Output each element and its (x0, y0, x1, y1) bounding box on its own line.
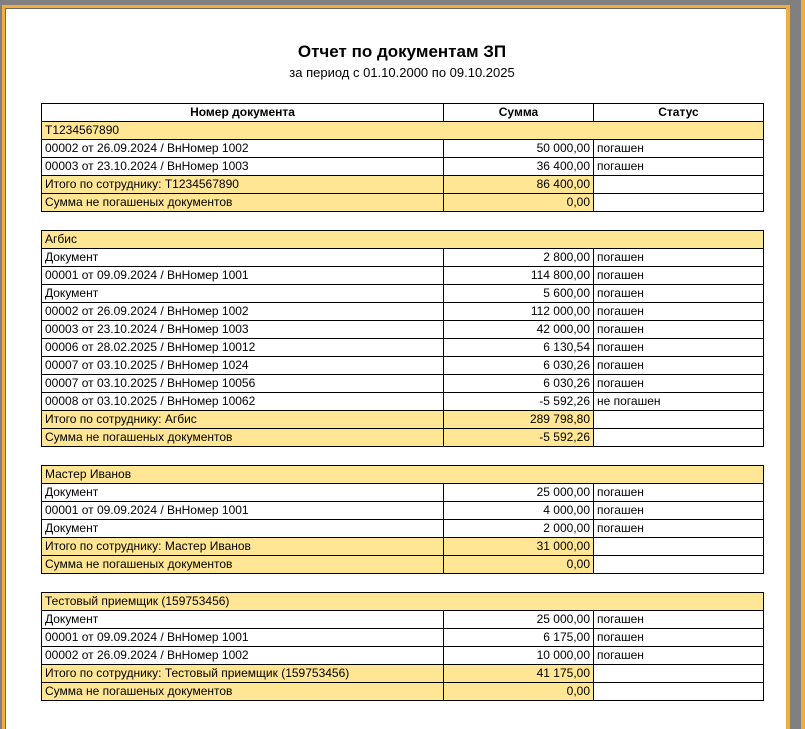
document-row (42, 375, 764, 393)
employee-total-row (42, 411, 764, 429)
unpaid-sum-amount-cell[interactable]: 0,00 (444, 683, 594, 701)
status-cell[interactable]: погашен (594, 375, 764, 393)
amount-cell[interactable]: 25 000,00 (444, 484, 594, 502)
employee-total-row (42, 538, 764, 556)
amount-cell[interactable]: 4 000,00 (444, 502, 594, 520)
document-number-cell[interactable]: 00003 от 23.10.2024 / ВнНомер 1003 (42, 158, 444, 176)
empty-cell (594, 538, 764, 556)
document-row (42, 158, 764, 176)
document-number-cell[interactable]: Документ (42, 520, 444, 538)
unpaid-sum-label-cell[interactable]: Сумма не погашеных документов (42, 556, 444, 574)
status-cell[interactable]: погашен (594, 484, 764, 502)
amount-cell[interactable]: 10 000,00 (444, 647, 594, 665)
employee-group-cell[interactable]: Мастер Иванов (42, 466, 764, 484)
amount-cell[interactable]: 114 800,00 (444, 267, 594, 285)
unpaid-sum-row (42, 556, 764, 574)
document-number-cell[interactable]: Документ (42, 484, 444, 502)
document-row (42, 339, 764, 357)
report-section-table (41, 592, 764, 701)
report-section-table (41, 230, 764, 447)
status-cell[interactable]: погашен (594, 267, 764, 285)
employee-group-row (42, 231, 764, 249)
empty-cell (594, 194, 764, 212)
status-cell[interactable]: погашен (594, 611, 764, 629)
unpaid-sum-row (42, 194, 764, 212)
report-period: за период с 01.10.2000 по 09.10.2025 (289, 65, 515, 80)
document-number-cell[interactable]: 00002 от 26.09.2024 / ВнНомер 1002 (42, 647, 444, 665)
column-header-amount[interactable]: Сумма (444, 104, 594, 122)
unpaid-sum-row (42, 429, 764, 447)
unpaid-sum-label-cell[interactable]: Сумма не погашеных документов (42, 194, 444, 212)
empty-cell (594, 411, 764, 429)
status-cell[interactable]: не погашен (594, 393, 764, 411)
status-cell[interactable]: погашен (594, 502, 764, 520)
employee-group-cell[interactable]: Агбис (42, 231, 764, 249)
amount-cell[interactable]: 6 030,26 (444, 375, 594, 393)
employee-total-row (42, 176, 764, 194)
document-number-cell[interactable]: Документ (42, 285, 444, 303)
status-cell[interactable]: погашен (594, 647, 764, 665)
window-right-border (801, 0, 805, 729)
document-row (42, 502, 764, 520)
status-cell[interactable]: погашен (594, 520, 764, 538)
unpaid-sum-amount-cell[interactable]: 0,00 (444, 556, 594, 574)
report-title: Отчет по документам ЗП (297, 42, 507, 61)
status-cell[interactable]: погашен (594, 140, 764, 158)
document-number-cell[interactable]: 00006 от 28.02.2025 / ВнНомер 10012 (42, 339, 444, 357)
status-cell[interactable]: погашен (594, 285, 764, 303)
document-number-cell[interactable]: 00001 от 09.09.2024 / ВнНомер 1001 (42, 629, 444, 647)
status-cell[interactable]: погашен (594, 303, 764, 321)
column-header-row (42, 104, 764, 122)
employee-group-row (42, 466, 764, 484)
amount-cell[interactable]: 2 800,00 (444, 249, 594, 267)
amount-cell[interactable]: 6 030,26 (444, 357, 594, 375)
amount-cell[interactable]: 25 000,00 (444, 611, 594, 629)
document-number-cell[interactable]: Документ (42, 611, 444, 629)
document-row (42, 303, 764, 321)
document-row (42, 520, 764, 538)
employee-total-label-cell[interactable]: Итого по сотруднику: Агбис (42, 411, 444, 429)
employee-group-row (42, 593, 764, 611)
employee-total-amount-cell[interactable]: 289 798,80 (444, 411, 594, 429)
employee-total-label-cell[interactable]: Итого по сотруднику: Мастер Иванов (42, 538, 444, 556)
empty-cell (594, 683, 764, 701)
document-row (42, 357, 764, 375)
document-row (42, 611, 764, 629)
document-number-cell[interactable]: Документ (42, 249, 444, 267)
amount-cell[interactable]: 5 600,00 (444, 285, 594, 303)
document-number-cell[interactable]: 00002 от 26.09.2024 / ВнНомер 1002 (42, 303, 444, 321)
unpaid-sum-row (42, 683, 764, 701)
document-number-cell[interactable]: 00002 от 26.09.2024 / ВнНомер 1002 (42, 140, 444, 158)
amount-cell[interactable]: 36 400,00 (444, 158, 594, 176)
employee-total-amount-cell[interactable]: 86 400,00 (444, 176, 594, 194)
empty-cell (594, 176, 764, 194)
document-number-cell[interactable]: 00008 от 03.10.2025 / ВнНомер 10062 (42, 393, 444, 411)
document-number-cell[interactable]: 00003 от 23.10.2024 / ВнНомер 1003 (42, 321, 444, 339)
document-row (42, 267, 764, 285)
empty-cell (594, 556, 764, 574)
unpaid-sum-label-cell[interactable]: Сумма не погашеных документов (42, 683, 444, 701)
status-cell[interactable]: погашен (594, 629, 764, 647)
employee-total-label-cell[interactable]: Итого по сотруднику: Т1234567890 (42, 176, 444, 194)
document-number-cell[interactable]: 00007 от 03.10.2025 / ВнНомер 10056 (42, 375, 444, 393)
document-row (42, 647, 764, 665)
document-row (42, 393, 764, 411)
employee-total-amount-cell[interactable]: 41 175,00 (444, 665, 594, 683)
column-header-status[interactable]: Статус (594, 104, 764, 122)
amount-cell[interactable]: 6 130,54 (444, 339, 594, 357)
status-cell[interactable]: погашен (594, 357, 764, 375)
status-cell[interactable]: погашен (594, 249, 764, 267)
document-row (42, 629, 764, 647)
unpaid-sum-amount-cell[interactable]: 0,00 (444, 194, 594, 212)
document-row (42, 140, 764, 158)
document-row (42, 484, 764, 502)
status-cell[interactable]: погашен (594, 321, 764, 339)
report-section-table (41, 465, 764, 574)
document-row (42, 249, 764, 267)
unpaid-sum-label-cell[interactable]: Сумма не погашеных документов (42, 429, 444, 447)
amount-cell[interactable]: 2 000,00 (444, 520, 594, 538)
employee-group-cell[interactable]: Т1234567890 (42, 122, 764, 140)
amount-cell[interactable]: 112 000,00 (444, 303, 594, 321)
document-number-cell[interactable]: 00001 от 09.09.2024 / ВнНомер 1001 (42, 267, 444, 285)
employee-total-amount-cell[interactable]: 31 000,00 (444, 538, 594, 556)
unpaid-sum-amount-cell[interactable]: -5 592,26 (444, 429, 594, 447)
employee-group-cell[interactable]: Тестовый приемщик (159753456) (42, 593, 764, 611)
employee-total-row (42, 665, 764, 683)
status-cell[interactable]: погашен (594, 158, 764, 176)
amount-cell[interactable]: -5 592,26 (444, 393, 594, 411)
employee-group-row (42, 122, 764, 140)
empty-cell (594, 665, 764, 683)
column-header-document-number[interactable]: Номер документа (42, 104, 444, 122)
amount-cell[interactable]: 6 175,00 (444, 629, 594, 647)
report-section-table (41, 103, 764, 212)
report-body (41, 103, 763, 701)
amount-cell[interactable]: 50 000,00 (444, 140, 594, 158)
document-row (42, 321, 764, 339)
document-row (42, 285, 764, 303)
status-cell[interactable]: погашен (594, 339, 764, 357)
document-number-cell[interactable]: 00001 от 09.09.2024 / ВнНомер 1001 (42, 502, 444, 520)
empty-cell (594, 429, 764, 447)
document-number-cell[interactable]: 00007 от 03.10.2025 / ВнНомер 1024 (42, 357, 444, 375)
report-page (5, 8, 786, 729)
report-content (41, 42, 763, 701)
amount-cell[interactable]: 42 000,00 (444, 321, 594, 339)
employee-total-label-cell[interactable]: Итого по сотруднику: Тестовый приемщик (159753456) (42, 665, 444, 683)
